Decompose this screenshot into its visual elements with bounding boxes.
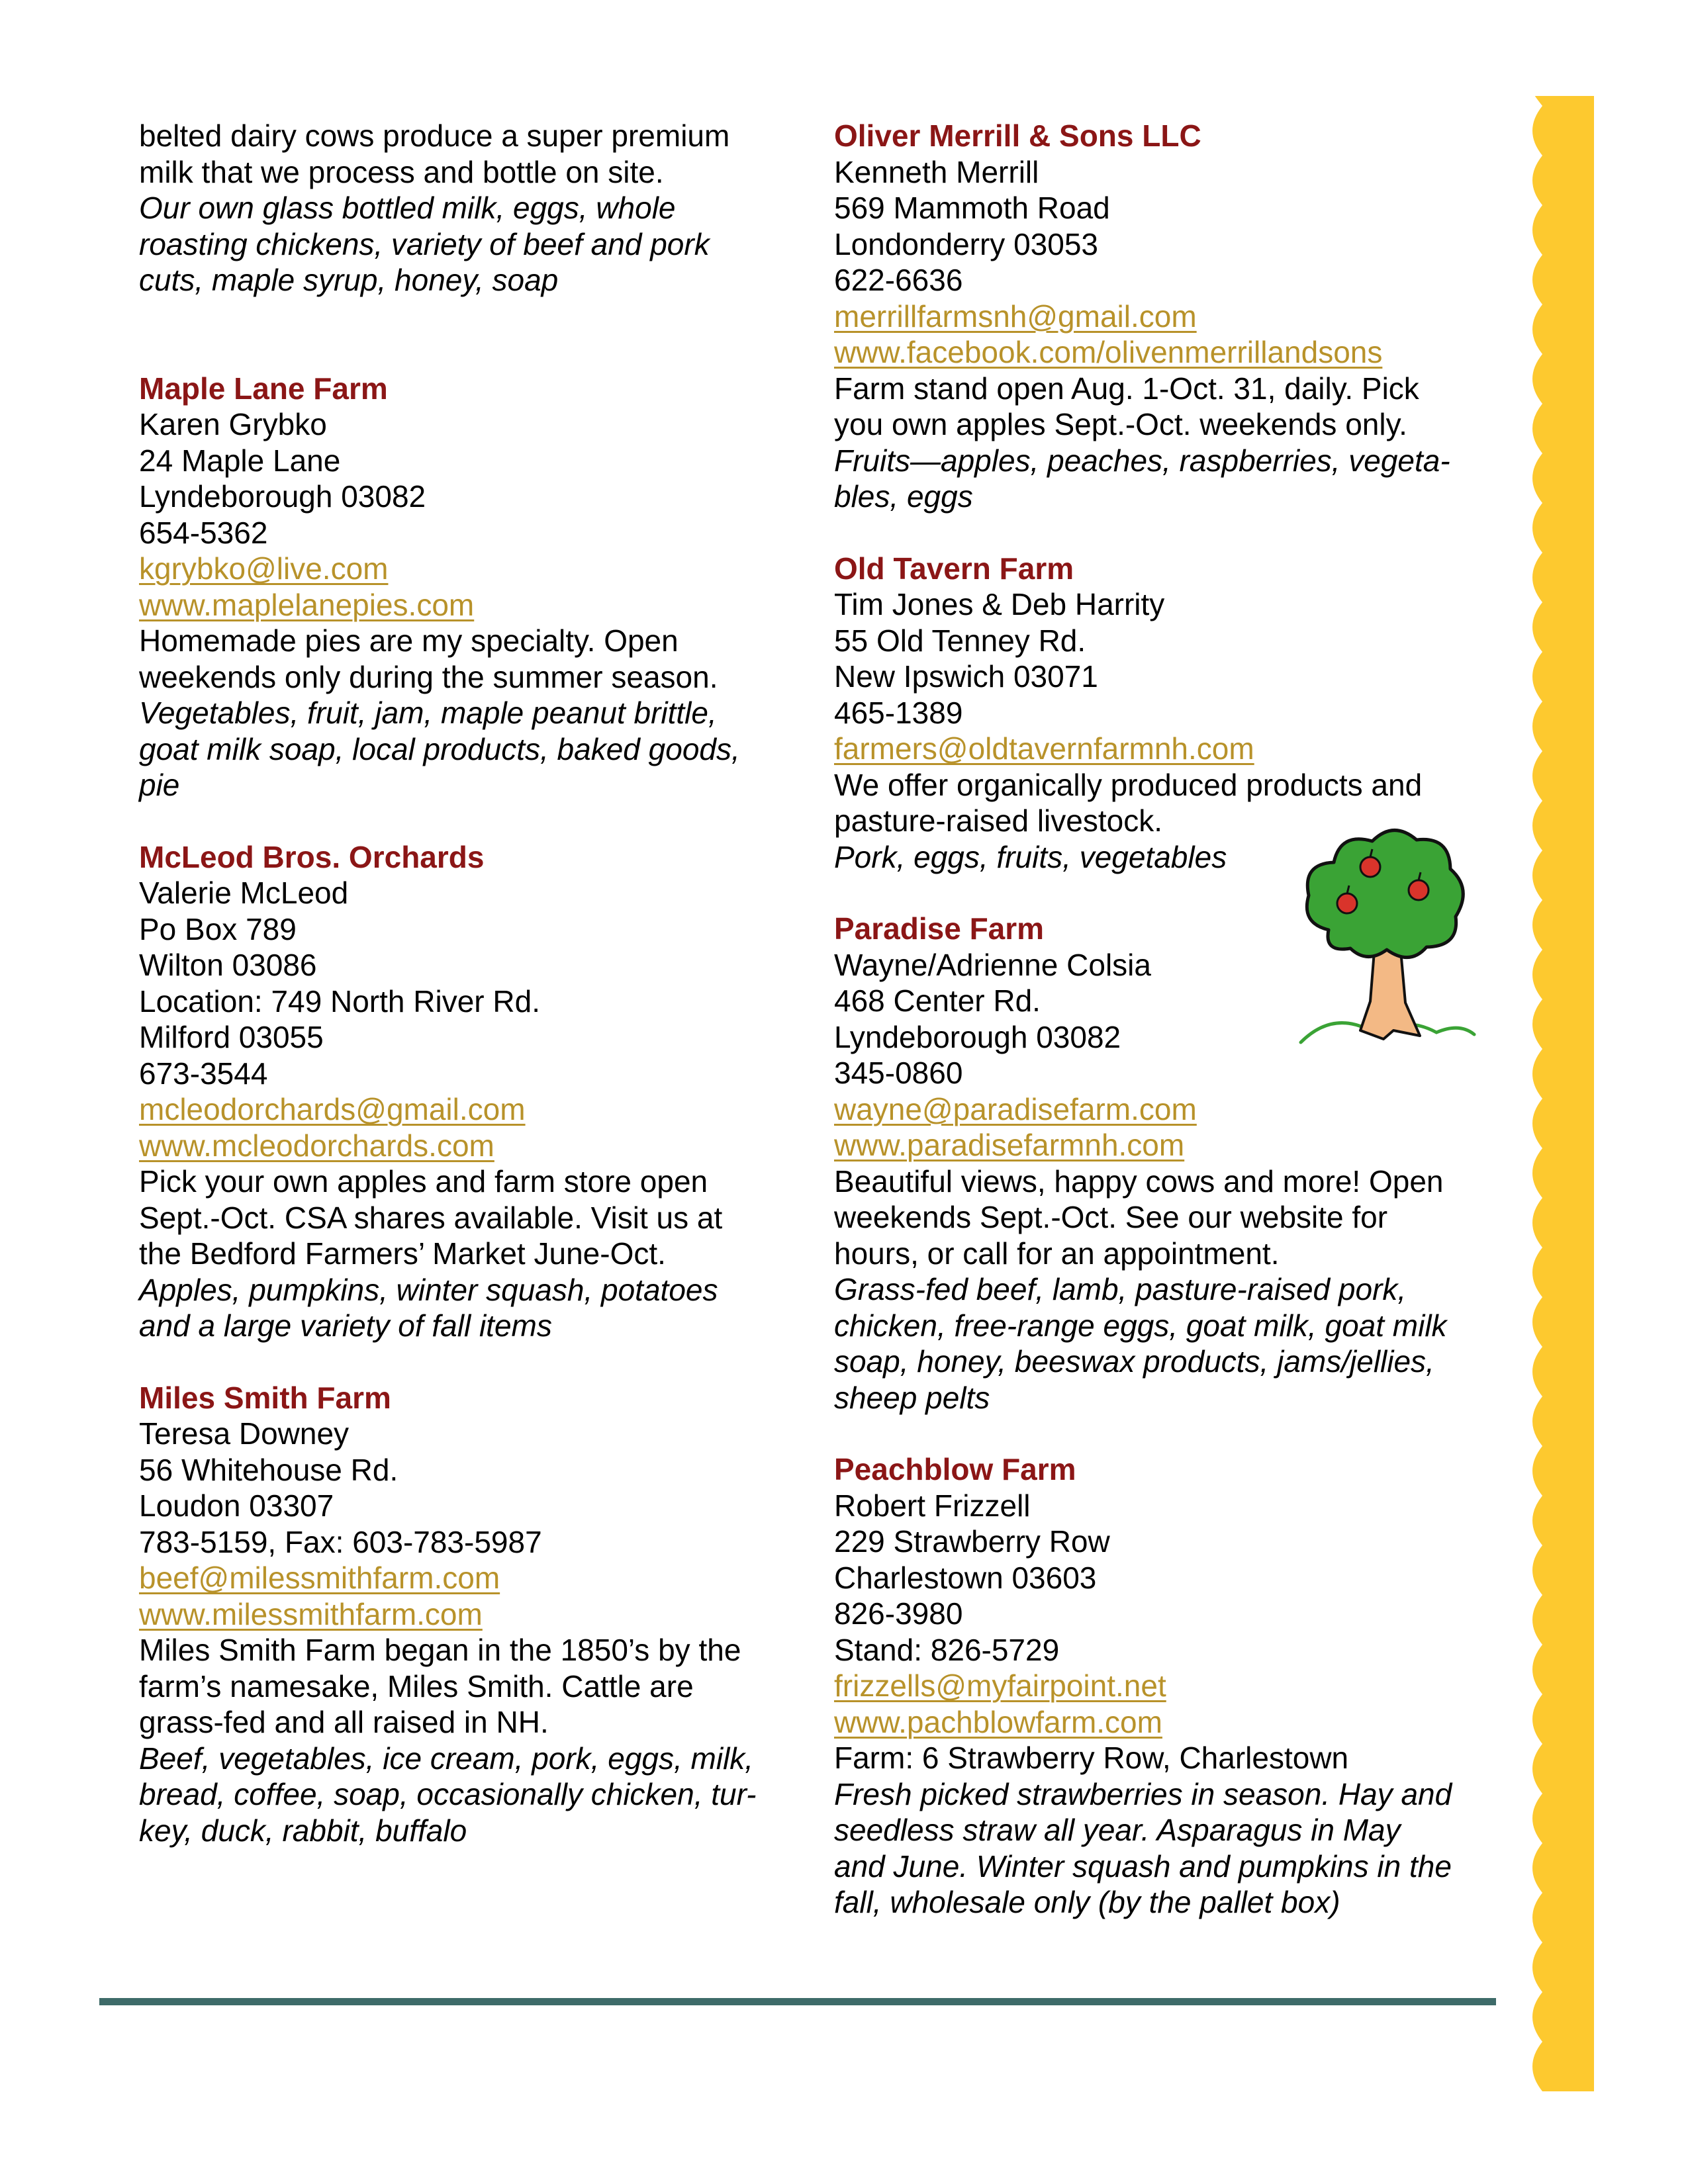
farm-products-line: fall, wholesale only (by the pallet box) bbox=[834, 1885, 1340, 1919]
farm-city: Lyndeborough 03082 bbox=[834, 1019, 1121, 1054]
farm-website-link[interactable]: www.pachblowfarm.com bbox=[834, 1704, 1162, 1739]
farm-products-line: bles, eggs bbox=[834, 479, 973, 514]
side-ribbon bbox=[1516, 96, 1595, 2091]
farm-address: 56 Whitehouse Rd. bbox=[139, 1452, 399, 1487]
farm-email-link[interactable]: farmers@oldtavernfarmnh.com bbox=[834, 731, 1254, 766]
farm-email-link[interactable]: merrillfarmsnh@gmail.com bbox=[834, 298, 1197, 334]
intro-entry bbox=[139, 118, 801, 298]
farm-address: 468 Center Rd. bbox=[834, 983, 1041, 1018]
farm-products-line: Fruits—apples, peaches, raspberries, vegeta- bbox=[834, 443, 1450, 478]
farm-entry-peachblow bbox=[834, 1451, 1516, 1921]
farm-products-line: pie bbox=[139, 768, 180, 802]
intro-line: belted dairy cows produce a super premium bbox=[139, 118, 730, 153]
farm-description-line: the Bedford Farmers’ Market June-Oct. bbox=[139, 1236, 666, 1271]
farm-name: Oliver Merrill & Sons LLC bbox=[834, 118, 1201, 153]
farm-products-line: Pork, eggs, fruits, vegetables bbox=[834, 839, 1227, 874]
farm-website-link[interactable]: www.paradisefarmnh.com bbox=[834, 1128, 1185, 1162]
farm-website-link[interactable]: www.facebook.com/olivenmerrillandsons bbox=[834, 335, 1383, 369]
farm-description-line: Miles Smith Farm began in the 1850’s by the bbox=[139, 1633, 741, 1667]
farm-description-line: weekends Sept.-Oct. See our website for bbox=[834, 1200, 1388, 1234]
farm-phone: 826-3980 bbox=[834, 1596, 963, 1631]
farm-name: Maple Lane Farm bbox=[139, 371, 388, 406]
farm-name: McLeod Bros. Orchards bbox=[139, 839, 485, 874]
farm-description-line: grass-fed and all raised in NH. bbox=[139, 1705, 549, 1739]
farm-contact: Karen Grybko bbox=[139, 407, 327, 441]
farm-contact: Tim Jones & Deb Harrity bbox=[834, 587, 1165, 621]
farm-city: Londonderry 03053 bbox=[834, 226, 1098, 261]
farm-products-line: soap, honey, beeswax products, jams/jellies, bbox=[834, 1344, 1434, 1379]
farm-email-link[interactable]: beef@milessmithfarm.com bbox=[139, 1561, 500, 1595]
farm-products-line: seedless straw all year. Asparagus in May bbox=[834, 1813, 1401, 1847]
intro-products-line: roasting chickens, variety of beef and pork bbox=[139, 226, 710, 261]
farm-description-line: Farm stand open Aug. 1-Oct. 31, daily. Pick bbox=[834, 371, 1419, 406]
tree-crown bbox=[1307, 830, 1463, 957]
farm-name: Paradise Farm bbox=[834, 911, 1045, 946]
farm-entry-oliver-merrill bbox=[834, 118, 1516, 515]
farm-city: Loudon 03307 bbox=[139, 1488, 334, 1523]
farm-website-link[interactable]: www.mcleodorchards.com bbox=[139, 1128, 494, 1163]
farm-city: Charlestown 03603 bbox=[834, 1560, 1097, 1595]
farm-address: 24 Maple Lane bbox=[139, 443, 341, 478]
farm-phone: 622-6636 bbox=[834, 263, 963, 297]
footer-rule bbox=[99, 1998, 1496, 2005]
intro-products-line: Our own glass bottled milk, eggs, whole bbox=[139, 191, 676, 225]
farm-products-line: Grass-fed beef, lamb, pasture-raised pork, bbox=[834, 1272, 1407, 1306]
farm-products-line: Fresh picked strawberries in season. Hay and bbox=[834, 1776, 1452, 1811]
farm-contact: Robert Frizzell bbox=[834, 1488, 1031, 1523]
intro-products-line: cuts, maple syrup, honey, soap bbox=[139, 263, 559, 297]
farm-products-line: Apples, pumpkins, winter squash, potatoes bbox=[139, 1272, 718, 1307]
farm-name: Old Tavern Farm bbox=[834, 551, 1074, 586]
farm-products-line: Vegetables, fruit, jam, maple peanut brittle, bbox=[139, 696, 717, 730]
farm-description-line: Homemade pies are my specialty. Open bbox=[139, 623, 679, 658]
farm-contact: Valerie McLeod bbox=[139, 876, 349, 910]
left-column bbox=[139, 118, 801, 1848]
farm-entry-maple-lane bbox=[139, 371, 801, 803]
farm-description-line: Pick your own apples and farm store open bbox=[139, 1164, 708, 1199]
farm-address: 569 Mammoth Road bbox=[834, 191, 1110, 225]
farm-products-line: Beef, vegetables, ice cream, pork, eggs, milk, bbox=[139, 1741, 754, 1776]
farm-address: 55 Old Tenney Rd. bbox=[834, 623, 1086, 658]
farm-email-link[interactable]: frizzells@myfairpoint.net bbox=[834, 1668, 1166, 1703]
farm-products-line: sheep pelts bbox=[834, 1380, 990, 1415]
farm-location-city: Milford 03055 bbox=[139, 1020, 324, 1054]
farm-city: Lyndeborough 03082 bbox=[139, 479, 426, 514]
farm-phone: 783-5159, Fax: 603-783-5987 bbox=[139, 1524, 542, 1559]
farm-entry-miles-smith bbox=[139, 1380, 801, 1849]
farm-description-line: hours, or call for an appointment. bbox=[834, 1236, 1280, 1271]
farm-address: 229 Strawberry Row bbox=[834, 1524, 1110, 1559]
farm-description-line: Sept.-Oct. CSA shares available. Visit us at bbox=[139, 1200, 723, 1235]
farm-products-line: and a large variety of fall items bbox=[139, 1308, 552, 1343]
farm-location: Location: 749 North River Rd. bbox=[139, 983, 540, 1019]
farm-website-link[interactable]: www.milessmithfarm.com bbox=[139, 1596, 483, 1631]
ribbon-shape bbox=[1532, 96, 1594, 2091]
farm-stand-phone: Stand: 826-5729 bbox=[834, 1632, 1060, 1667]
farm-entry-mcleod bbox=[139, 839, 801, 1344]
farm-products-line: goat milk soap, local products, baked goods, bbox=[139, 731, 740, 766]
farm-phone: 465-1389 bbox=[834, 695, 963, 730]
farm-city: New Ipswich 03071 bbox=[834, 659, 1098, 694]
farm-products-line: chicken, free-range eggs, goat milk, goat milk bbox=[834, 1308, 1447, 1343]
farm-products-line: key, duck, rabbit, buffalo bbox=[139, 1813, 467, 1848]
intro-line: milk that we process and bottle on site. bbox=[139, 154, 664, 189]
farm-email-link[interactable]: kgrybko@live.com bbox=[139, 551, 389, 586]
farm-location: Farm: 6 Strawberry Row, Charlestown bbox=[834, 1741, 1349, 1775]
farm-phone: 654-5362 bbox=[139, 515, 268, 550]
farm-email-link[interactable]: mcleodorchards@gmail.com bbox=[139, 1092, 526, 1126]
farm-email-link[interactable]: wayne@paradisefarm.com bbox=[834, 1091, 1197, 1126]
farm-website-link[interactable]: www.maplelanepies.com bbox=[139, 587, 475, 622]
farm-contact: Teresa Downey bbox=[139, 1416, 350, 1451]
farm-po-box: Po Box 789 bbox=[139, 911, 297, 946]
farm-phone: 673-3544 bbox=[139, 1056, 268, 1091]
farm-description-line: pasture-raised livestock. bbox=[834, 803, 1162, 838]
farm-products-line: and June. Winter squash and pumpkins in the bbox=[834, 1848, 1452, 1884]
farm-city: Wilton 03086 bbox=[139, 948, 317, 982]
farm-description-line: Beautiful views, happy cows and more! Open bbox=[834, 1163, 1444, 1199]
apple-tree-icon bbox=[1294, 817, 1479, 1069]
farm-description-line: weekends only during the summer season. bbox=[139, 659, 718, 694]
farm-description-line: We offer organically produced products and bbox=[834, 767, 1423, 802]
farm-products-line: bread, coffee, soap, occasionally chicken, tur- bbox=[139, 1777, 757, 1811]
farm-name: Peachblow Farm bbox=[834, 1452, 1076, 1486]
farm-description-line: you own apples Sept.-Oct. weekends only. bbox=[834, 407, 1407, 441]
farm-description-line: farm’s namesake, Miles Smith. Cattle are bbox=[139, 1668, 694, 1704]
farm-name: Miles Smith Farm bbox=[139, 1380, 391, 1415]
farm-phone: 345-0860 bbox=[834, 1056, 963, 1090]
farm-contact: Kenneth Merrill bbox=[834, 154, 1039, 189]
farm-contact: Wayne/Adrienne Colsia bbox=[834, 947, 1151, 982]
